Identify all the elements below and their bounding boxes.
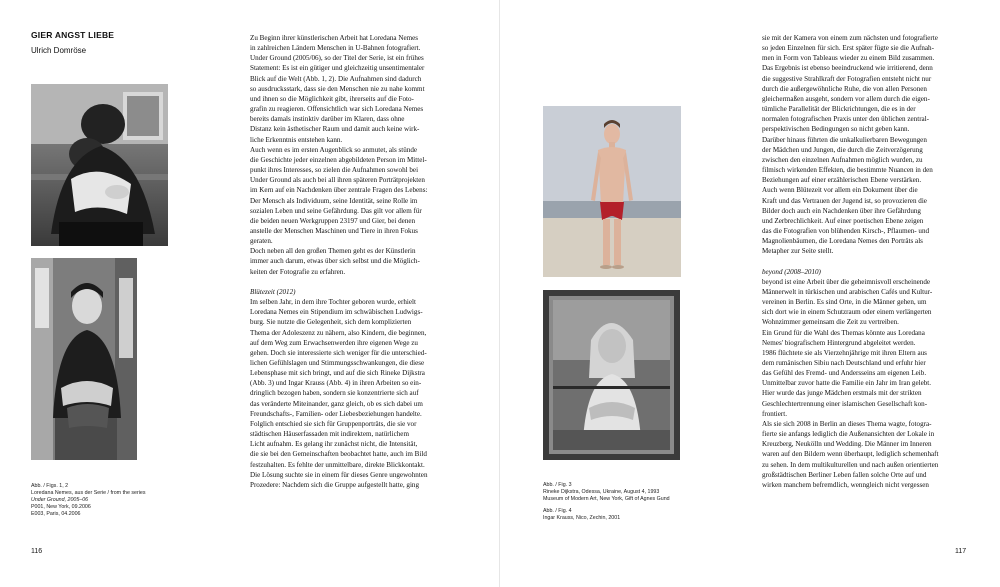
text-line: Bilder doch auch ein Nachdenken über ihre Gefährdung	[762, 206, 921, 215]
text-line: Ein Grund für die Wahl des Themas könnte aus Loredana	[762, 328, 925, 337]
page-number-left: 116	[31, 548, 43, 555]
text-line: Statement: Es ist ein gütiger und gleichzeitig unsentimentaler	[250, 64, 425, 73]
text-line: beyond ist eine Arbeit über die geheimnisvoll erscheinende	[762, 277, 931, 286]
caption-line: Abb. / Figs. 1, 2	[31, 483, 69, 489]
text-line: Metapher zur Seite stellt.	[762, 247, 834, 256]
text-line: vereinen in Berlin. Es sind Orte, in die Männer gehen, um	[762, 298, 927, 307]
text-line: Hier wurde das junge Mädchen erstmals mit der strikten	[762, 389, 922, 398]
text-line: und ihnen so die Möglichkeit gibt, ihrerseits auf die Foto-	[250, 94, 414, 103]
caption-line: Loredana Nemes, aus der Serie / from the series	[31, 490, 146, 496]
text-line: Geschlechtertrennung einer islamischen Gesellschaft kon-	[762, 399, 928, 408]
text-line: Thema der Adoleszenz zu nähern, also Kindern, die beginnen,	[250, 328, 427, 337]
text-line: Licht aufnahm. Es gelang ihr zunächst nicht, die Intensität,	[250, 440, 418, 449]
text-line: grafin zu reagieren. Offensichtlich war sich Loredana Nemes	[250, 105, 424, 114]
caption-line: Museum of Modern Art, New York, Gift of Agnes Gund	[543, 496, 670, 502]
text-line: auf dem Weg zum Erwachsenwerden ihre eigenen Wege zu	[250, 338, 418, 347]
text-line: Prozedere: Nachdem sich die Gruppe aufgestellt hatte, ging	[250, 480, 420, 489]
caption-line: Under Ground, 2005–06	[31, 497, 89, 503]
photo-fig-2-subway-woman	[31, 258, 137, 460]
caption-fig-3	[543, 482, 670, 503]
text-line: gehen. Doch sie interessierte sich weniger für die unterschied-	[250, 348, 427, 357]
text-line: Als sie sich 2008 in Berlin an dieses Thema wagte, fotogra-	[762, 419, 932, 428]
text-line: anstelle der Menschen Maschinen und Tiere in ihren Fokus	[250, 226, 418, 235]
caption-line: Abb. / Fig. 4	[543, 508, 572, 514]
photo-fig-4-girl-portrait	[543, 290, 680, 460]
text-line: normalen fotografischen Praxis unter den üblichen zentral-	[762, 115, 930, 124]
caption-line: P001, New York, 09.2006	[31, 504, 91, 510]
text-line: bereits damals instinktiv darüber im Klaren, dass ohne	[250, 115, 405, 124]
text-line: Nemes' biografischem Hintergrund abgeleitet werden.	[762, 338, 916, 347]
paragraph-gap	[250, 277, 428, 287]
text-line: das Gefühl des Fremd- und Andersseins am eigenen Leib.	[762, 369, 927, 378]
text-line: tümliche Parallelität der Blickrichtungen, die es in der	[762, 105, 916, 114]
text-line: Wohnzimmer gemeinsam die Zeit zu vertreiben.	[762, 318, 899, 327]
text-line: Darüber hinaus führten die unkalkulierbaren Bewegungen	[762, 135, 927, 144]
text-line: dem rumänischen Sibiu nach Deutschland und erfuhr hier	[762, 358, 926, 367]
text-line: Under Ground als auch bei all ihren späteren Porträtprojekten	[250, 176, 425, 185]
text-line: städtischen Häuserfassaden mit indirektem, natürlichem	[250, 430, 409, 439]
section-heading: Blütezeit (2012)	[250, 287, 296, 296]
page-number-right: 117	[955, 548, 967, 555]
text-line: burg. Sie nutzte die Gelegenheit, sich dem komplizierten	[250, 318, 412, 327]
text-line: Auch wenn es im ersten Augenblick so anmutet, als stünde	[250, 145, 418, 154]
text-line: (Abb. 3) und Ingar Krauss (Abb. 4) in ihren Arbeiten so ein-	[250, 379, 422, 388]
essay-title: GIER ANGST LIEBE	[31, 30, 115, 40]
text-line: das veränderte Miteinander, ganz gleich, ob es sich dabei um	[250, 399, 423, 408]
text-line: frontiert.	[762, 409, 788, 418]
text-line: durch die außergewöhnliche Ruhe, die von allen Personen	[762, 84, 927, 93]
text-line: geraten.	[250, 237, 273, 246]
body-column-right	[762, 33, 939, 490]
text-line: lichen Gefühlslagen und Stimmungsschwankungen, die diese	[250, 358, 425, 367]
text-line: Blick auf die Welt (Abb. 1, 2). Die Aufnahmen sind dadurch	[250, 74, 422, 83]
text-line: liche Erkenntnis entstehen kann.	[250, 135, 343, 144]
text-line: men in Form von Tableaus wieder zu einem Bild zusammen.	[762, 54, 935, 63]
text-line: die beiden neuen Werkgruppen 23197 und Gier, bei denen	[250, 216, 416, 225]
right-page	[500, 0, 1000, 587]
text-line: fierte sie anfangs lediglich die Außenansichten der Lokale in	[762, 430, 935, 439]
text-line: Lebensphase mit sich bringt, und auf die sich Rineke Dijkstra	[250, 369, 425, 378]
text-line: die sie bei den Gemeinschaften beobachtet hatte, auch im Bild	[250, 450, 427, 459]
text-line: so jeden Einzelnen für sich. Erst später fügte sie die Aufnah-	[762, 44, 934, 53]
text-line: Under Ground (2005/06), so der Titel der Serie, ist ein frühes	[250, 54, 424, 63]
section-heading: beyond (2008–2010)	[762, 267, 821, 276]
caption-line: Abb. / Fig. 3	[543, 482, 572, 488]
text-line: 1986 flüchtete sie als Vierzehnjährige mit ihren Eltern aus	[762, 348, 927, 357]
text-line: Doch neben all den großen Themen geht es der Künstlerin	[250, 247, 416, 256]
text-line: großstädtischen Berliner Leben fallen solche Orte auf und	[762, 470, 927, 479]
text-line: festzuhalten. Es fehlte der unmittelbare, direkte Blickkontakt.	[250, 460, 425, 469]
text-line: Freundschafts-, Familien- oder Liebesbeziehungen handelte.	[250, 409, 422, 418]
text-line: sie mit der Kamera von einem zum nächsten und fotografierte	[762, 34, 938, 42]
text-line: und Zerbrechlichkeit. Auf einer poetischen Ebene zeigen	[762, 216, 924, 225]
text-line: Kreuzberg, Neukölln und Wedding. Die Männer im Inneren	[762, 440, 932, 449]
photo-fig-1-subway-couple	[31, 84, 168, 246]
text-line: dringlich bezogen haben, sondern sie konzentrierte sich auf	[250, 389, 419, 398]
caption-figs-1-2	[31, 483, 146, 518]
essay-author: Ulrich Domröse	[31, 46, 87, 55]
photo-fig-3-beach-portrait	[543, 106, 681, 277]
text-line: Zu Beginn ihrer künstlerischen Arbeit hat Loredana Nemes	[250, 34, 419, 42]
text-line: waren auf den Bildern wenn überhaupt, lediglich schemenhaft	[762, 450, 939, 459]
text-line: zu sehen. In dem multikulturellen und nach außen orientierten	[762, 460, 939, 469]
text-line: Magnolienbäumen, die Loredana Nemes den Porträts als	[762, 237, 923, 246]
text-line: gleichermaßen ausgeht, sondern vor allem durch die eigen-	[762, 94, 930, 103]
caption-fig-4	[543, 508, 620, 522]
text-line: Der Mensch als Individuum, seine Identität, seine Rolle im	[250, 196, 418, 205]
text-line: der Mädchen und Jungen, die durch die Zeitverzögerung	[762, 145, 923, 154]
text-line: Das Ergebnis ist ebenso beeindruckend wie irritierend, denn	[762, 64, 933, 73]
text-line: perspektivischen Bedingungen so nicht geben kann.	[762, 125, 910, 134]
text-line: Auch wenn Blütezeit vor allem ein Dokument über die	[762, 186, 918, 195]
text-line: Die Lösung suchte sie in einem für dieses Genre ungewohnten	[250, 470, 428, 479]
text-line: Beziehungen auf einer erzählerischen Ebene verstärken.	[762, 176, 922, 185]
text-line: Folglich entschied sie sich für Gruppenporträts, die sie vor	[250, 419, 417, 428]
text-line: im Kern auf ein Nachdenken über zentrale Fragen des Lebens:	[250, 186, 428, 195]
text-line: so ausdrucksstark, dass sie den Menschen nie zu nahe kommt	[250, 84, 425, 93]
text-line: Distanz kein ästhetischer Raum und damit auch keine wirk-	[250, 125, 420, 134]
text-line: punkt ihres Interesses, so zielen die Aufnahmen sowohl bei	[250, 166, 419, 175]
text-line: wirken manchem befremdlich, wenngleich nicht vergessen	[762, 480, 929, 489]
text-line: Im selben Jahr, in dem ihre Tochter geboren wurde, erhielt	[250, 298, 416, 307]
text-line: sozialen Leben und seine Gefährdung. Das gilt vor allem für	[250, 206, 422, 215]
text-line: Kraft und das Vertrauen der Jugend ist, so provozieren die	[762, 196, 927, 205]
text-line: Männerwelt in türkischen und arabischen Cafés und Kultur-	[762, 287, 933, 296]
text-line: in zahlreichen Ländern Menschen in U-Bahnen fotografiert.	[250, 44, 421, 53]
text-line: die Geschichte jeder einzelnen abgebildeten Person im Mittel-	[250, 155, 427, 164]
caption-line: E003, Paris, 04.2006	[31, 511, 81, 517]
text-line: die suggestive Strahlkraft der Fotografien entsteht nicht nur	[762, 74, 932, 83]
text-line: das die Fotografien von blühenden Kirsch-, Pflaumen- und	[762, 226, 930, 235]
text-line: Loredana Nemes ein Stipendium im schwäbischen Ludwigs-	[250, 308, 423, 317]
caption-line: Ingar Krauss, Nico, Zechin, 2001	[543, 515, 621, 521]
text-line: filmisch wirkenden Effekten, die bestimmte Nuancen in den	[762, 166, 933, 175]
text-line: immer auch darum, etwas über sich selbst und die Möglich-	[250, 257, 420, 266]
paragraph-gap	[762, 256, 939, 266]
text-line: sich dort wie in einem Schutzraum oder einem verlängerten	[762, 308, 932, 317]
text-line: zwischen den einzelnen Aufnahmen möglich wurden, zu	[762, 155, 923, 164]
body-column-left	[250, 33, 428, 490]
text-line: keiten der Fotografie zu erfahren.	[250, 267, 346, 276]
caption-line: Rineke Dijkstra, Odessa, Ukraine, August 4, 1993	[543, 489, 660, 495]
text-line: Unmittelbar zuvor hatte die Familie ein Jahr im Iran gelebt.	[762, 379, 932, 388]
